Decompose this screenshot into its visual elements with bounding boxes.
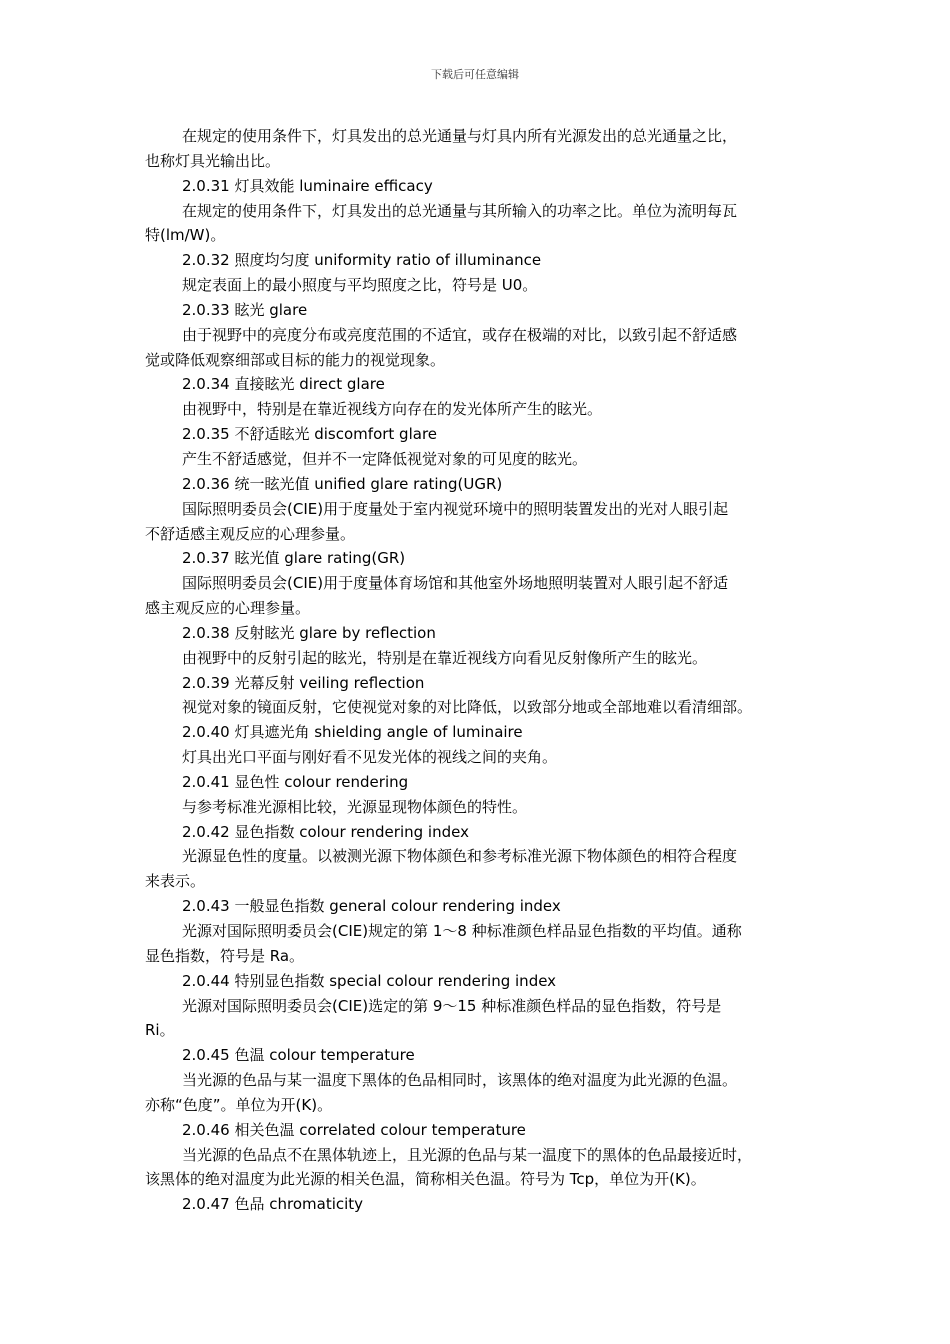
text-line: 来表示。 bbox=[145, 872, 206, 891]
term-heading: 2.0.44 特别显色指数 special colour rendering index bbox=[182, 971, 557, 990]
text-line: 也称灯具光输出比。 bbox=[145, 151, 281, 170]
text-line: 亦称“色度”。单位为开(K)。 bbox=[145, 1095, 333, 1114]
text-line: 当光源的色品与某一温度下黑体的色品相同时，该黑体的绝对温度为此光源的色温。 bbox=[182, 1071, 738, 1090]
text-line: 该黑体的绝对温度为此光源的相关色温，简称相关色温。符号为 Tcp，单位为开(K)。 bbox=[145, 1170, 706, 1189]
term-heading: 2.0.42 显色指数 colour rendering index bbox=[182, 822, 469, 841]
text-line: 灯具出光口平面与刚好看不见发光体的视线之间的夹角。 bbox=[182, 748, 558, 767]
text-line: 规定表面上的最小照度与平均照度之比，符号是 U0。 bbox=[182, 276, 538, 295]
text-line: 不舒适感主观反应的心理参量。 bbox=[145, 524, 356, 543]
term-heading: 2.0.38 反射眩光 glare by reflection bbox=[182, 623, 436, 642]
text-line: 由于视野中的亮度分布或亮度范围的不适宜，或存在极端的对比，以致引起不舒适感 bbox=[182, 325, 738, 344]
text-line: 在规定的使用条件下，灯具发出的总光通量与灯具内所有光源发出的总光通量之比， bbox=[182, 127, 738, 145]
text-line: 当光源的色品点不在黑体轨迹上，且光源的色品与某一温度下的黑体的色品最接近时， bbox=[182, 1145, 753, 1164]
term-heading: 2.0.46 相关色温 correlated colour temperature bbox=[182, 1120, 526, 1139]
term-heading: 2.0.32 照度均匀度 uniformity ratio of illuminance bbox=[182, 251, 542, 270]
text-line: 光源对国际照明委员会(CIE)选定的第 9～15 种标准颜色样品的显色指数，符号是 bbox=[182, 996, 722, 1015]
term-heading: 2.0.47 色品 chromaticity bbox=[182, 1195, 364, 1214]
text-line: 国际照明委员会(CIE)用于度量处于室内视觉环境中的照明装置发出的光对人眼引起 bbox=[182, 499, 729, 518]
term-heading: 2.0.40 灯具遮光角 shielding angle of luminaire bbox=[182, 723, 523, 742]
text-line: 特(lm/W)。 bbox=[145, 226, 226, 245]
text-line: 视觉对象的镜面反射，它使视觉对象的对比降低，以致部分地或全部地难以看清细部。 bbox=[182, 698, 753, 717]
term-heading: 2.0.37 眩光值 glare rating(GR) bbox=[182, 549, 406, 568]
text-line: 由视野中的反射引起的眩光，特别是在靠近视线方向看见反射像所产生的眩光。 bbox=[182, 648, 708, 667]
term-heading: 2.0.36 统一眩光值 unified glare rating(UGR) bbox=[182, 474, 503, 493]
term-heading: 2.0.33 眩光 glare bbox=[182, 300, 308, 319]
text-line: Ri。 bbox=[145, 1021, 175, 1040]
document-body bbox=[145, 124, 820, 1217]
text-line: 在规定的使用条件下，灯具发出的总光通量与其所输入的功率之比。单位为流明每瓦 bbox=[182, 201, 738, 220]
term-heading: 2.0.45 色温 colour temperature bbox=[182, 1046, 415, 1065]
text-line: 显色指数，符号是 Ra。 bbox=[145, 946, 305, 965]
text-line: 光源对国际照明委员会(CIE)规定的第 1～8 种标准颜色样品显色指数的平均值。通称 bbox=[182, 922, 742, 940]
term-heading: 2.0.31 灯具效能 luminaire efficacy bbox=[182, 176, 433, 195]
text-line: 觉或降低观察细部或目标的能力的视觉现象。 bbox=[145, 350, 446, 369]
text-line: 感主观反应的心理参量。 bbox=[145, 599, 311, 618]
text-line: 国际照明委员会(CIE)用于度量体育场馆和其他室外场地照明装置对人眼引起不舒适 bbox=[182, 574, 729, 593]
page-header: 下载后可任意编辑 bbox=[431, 68, 519, 81]
term-heading: 2.0.39 光幕反射 veiling reflection bbox=[182, 673, 425, 692]
term-heading: 2.0.43 一般显色指数 general colour rendering index bbox=[182, 897, 561, 916]
text-line: 与参考标准光源相比较，光源显现物体颜色的特性。 bbox=[182, 797, 528, 816]
term-heading: 2.0.41 显色性 colour rendering bbox=[182, 772, 409, 791]
text-line: 由视野中，特别是在靠近视线方向存在的发光体所产生的眩光。 bbox=[182, 400, 603, 419]
text-line: 光源显色性的度量。以被测光源下物体颜色和参考标准光源下物体颜色的相符合程度 bbox=[182, 847, 738, 866]
text-line: 产生不舒适感觉，但并不一定降低视觉对象的可见度的眩光。 bbox=[182, 449, 588, 468]
term-heading: 2.0.35 不舒适眩光 discomfort glare bbox=[182, 425, 438, 444]
term-heading: 2.0.34 直接眩光 direct glare bbox=[182, 375, 385, 394]
